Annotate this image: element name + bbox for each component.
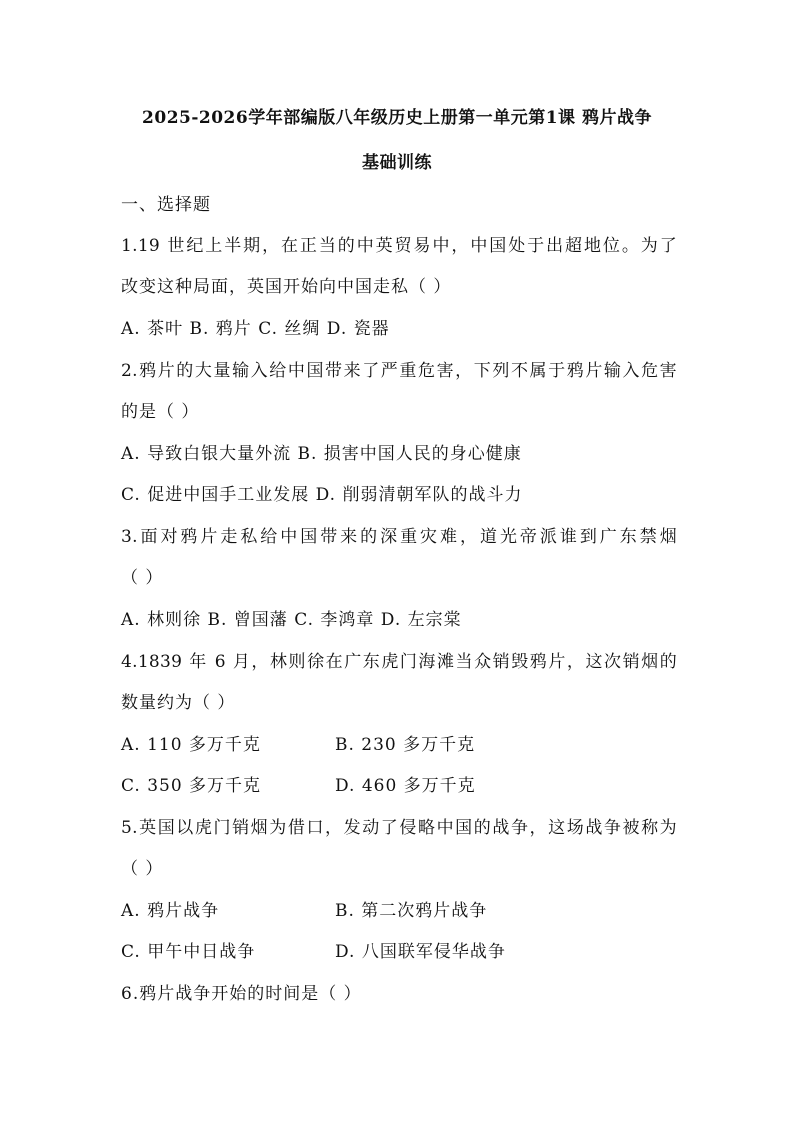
question-5-option-d: D. 八国联军侵华战争: [335, 942, 506, 962]
question-4-stem-line-1: 4.1839 年 6 月，林则徐在广东虎门海滩当众销毁鸦片，这次销烟的: [121, 652, 677, 672]
question-1-stem-line-2: 改变这种局面，英国开始向中国走私（ ）: [121, 277, 452, 297]
question-6-stem-line-1: 6.鸦片战争开始的时间是（ ）: [121, 984, 362, 1004]
question-5-option-a: A. 鸦片战争: [121, 901, 220, 921]
question-2-stem-line-1: 2.鸦片的大量输入给中国带来了严重危害，下列不属于鸦片输入危害: [121, 361, 677, 381]
question-5-stem-line-1: 5.英国以虎门销烟为借口，发动了侵略中国的战争，这场战争被称为: [121, 818, 677, 838]
question-5-stem-line-2: （ ）: [121, 859, 164, 879]
question-3-stem-line-1: 3.面对鸦片走私给中国带来的深重灾难，道光帝派谁到广东禁烟: [121, 527, 677, 547]
question-2-stem-line-2: 的是（ ）: [121, 402, 200, 422]
question-2-options-line-1: A. 导致白银大量外流 B. 损害中国人民的身心健康: [121, 444, 522, 464]
question-5-option-b: B. 第二次鸦片战争: [335, 901, 488, 921]
question-5-option-c: C. 甲午中日战争: [121, 942, 256, 962]
question-2-options-line-2: C. 促进中国手工业发展 D. 削弱清朝军队的战斗力: [121, 485, 523, 505]
question-4-option-a: A. 110 多万千克: [121, 735, 261, 755]
question-1-stem-line-1: 1.19 世纪上半期，在正当的中英贸易中，中国处于出超地位。为了: [121, 236, 677, 256]
section-heading: 一、选择题: [121, 195, 211, 215]
document-title: 2025-2026学年部编版八年级历史上册第一单元第1课 鸦片战争: [142, 108, 652, 128]
document-subtitle: 基础训练: [362, 153, 432, 173]
question-4-stem-line-2: 数量约为（ ）: [121, 693, 236, 713]
question-4-option-d: D. 460 多万千克: [335, 776, 476, 796]
question-4-option-c: C. 350 多万千克: [121, 776, 262, 796]
question-1-options: A. 茶叶 B. 鸦片 C. 丝绸 D. 瓷器: [121, 319, 390, 339]
question-3-stem-line-2: （ ）: [121, 568, 164, 588]
question-4-option-b: B. 230 多万千克: [335, 735, 476, 755]
question-3-options: A. 林则徐 B. 曾国藩 C. 李鸿章 D. 左宗棠: [121, 610, 462, 630]
